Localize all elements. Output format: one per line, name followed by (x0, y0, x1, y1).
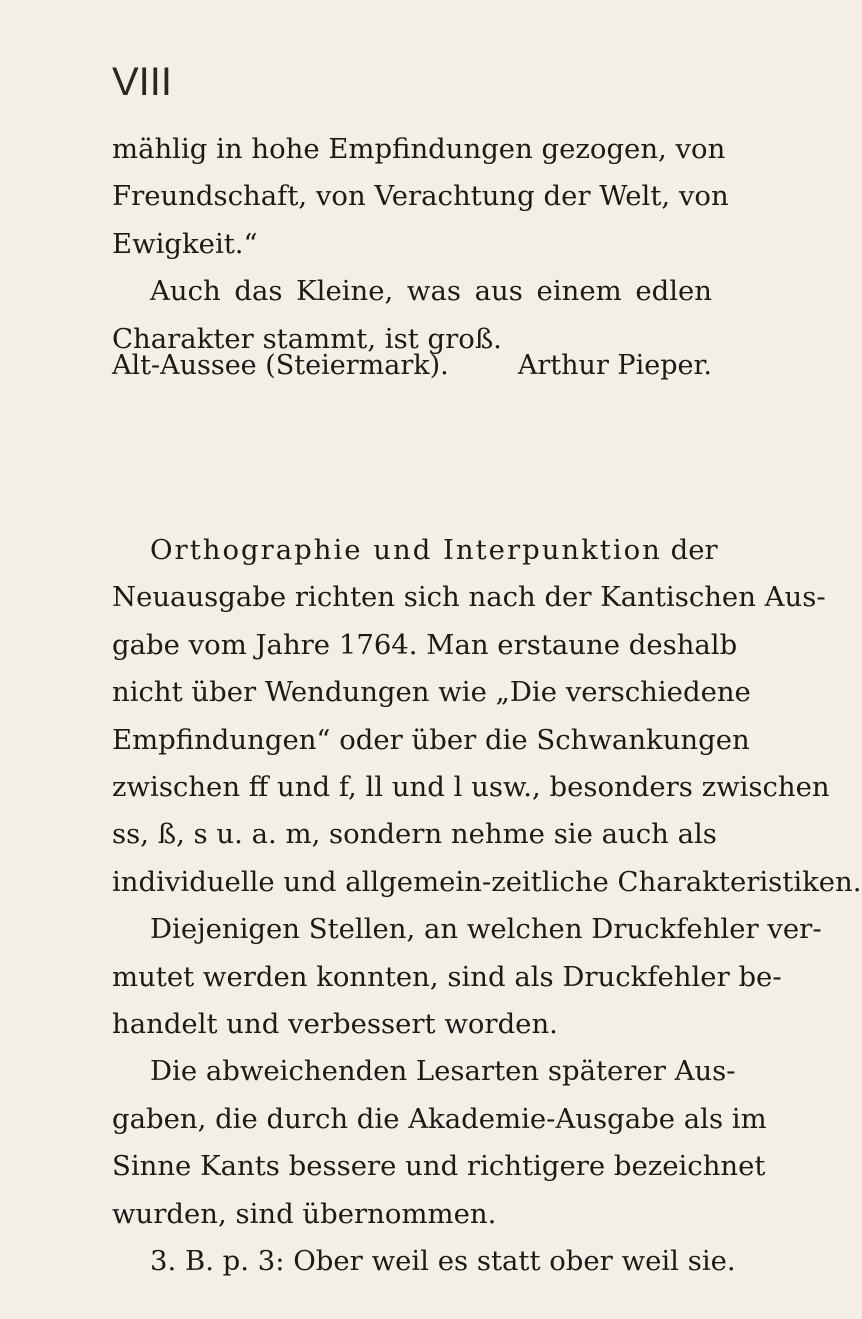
passage-line: Ewigkeit.“ (112, 227, 258, 260)
note-line: Die abweichenden Lesarten späterer Aus- (150, 1055, 736, 1088)
passage-line: mählig in hohe Empfindungen gezogen, von (112, 133, 726, 165)
note-line: der (670, 534, 718, 566)
passage-line: Freundschaft, von Verachtung der Welt, von (112, 180, 729, 213)
note-line: gaben, die durch die Akademie-Ausgabe als im (112, 1102, 767, 1135)
note-heading: Orthographie und Interpunktion (150, 534, 662, 566)
passage-line: Auch das Kleine, was aus einem edlen (150, 275, 712, 308)
signature-author: Arthur Pieper. (517, 350, 712, 381)
signature-place: Alt-Aussee (Steiermark). (112, 350, 449, 381)
note-line: Diejenigen Stellen, an welchen Druckfehler ver- (150, 913, 822, 946)
note-line: 3. B. p. 3: Ober weil es statt ober weil sie. (150, 1245, 736, 1278)
note-line: individuelle und allgemein-zeitliche Charakteristiken. (112, 865, 862, 898)
note-line: ss, ß, s u. a. m, sondern nehme sie auch als (112, 818, 717, 851)
note-line: Sinne Kants bessere und richtigere bezeichnet (112, 1150, 766, 1183)
note-first-line (112, 527, 718, 574)
passage-line: Charakter stammt, ist groß. (112, 322, 502, 355)
note-line: zwischen ff und f, ll und l usw., besonders zwischen (112, 771, 830, 804)
note-line: mutet werden konnten, sind als Druckfehler be- (112, 960, 782, 993)
note-line: Neuausgabe richten sich nach der Kantischen Aus- (112, 581, 826, 614)
note-line: gabe vom Jahre 1764. Man erstaune deshalb (112, 628, 738, 661)
closing-passage (112, 126, 729, 363)
page-number: VIII (112, 60, 173, 104)
editorial-note (112, 527, 862, 1286)
note-line: wurden, sind übernommen. (112, 1197, 497, 1230)
note-line: Empfindungen“ oder über die Schwankungen (112, 723, 750, 756)
note-line: handelt und verbessert worden. (112, 1008, 558, 1041)
signature (112, 342, 712, 389)
note-line: nicht über Wendungen wie „Die verschiedene (112, 676, 751, 709)
